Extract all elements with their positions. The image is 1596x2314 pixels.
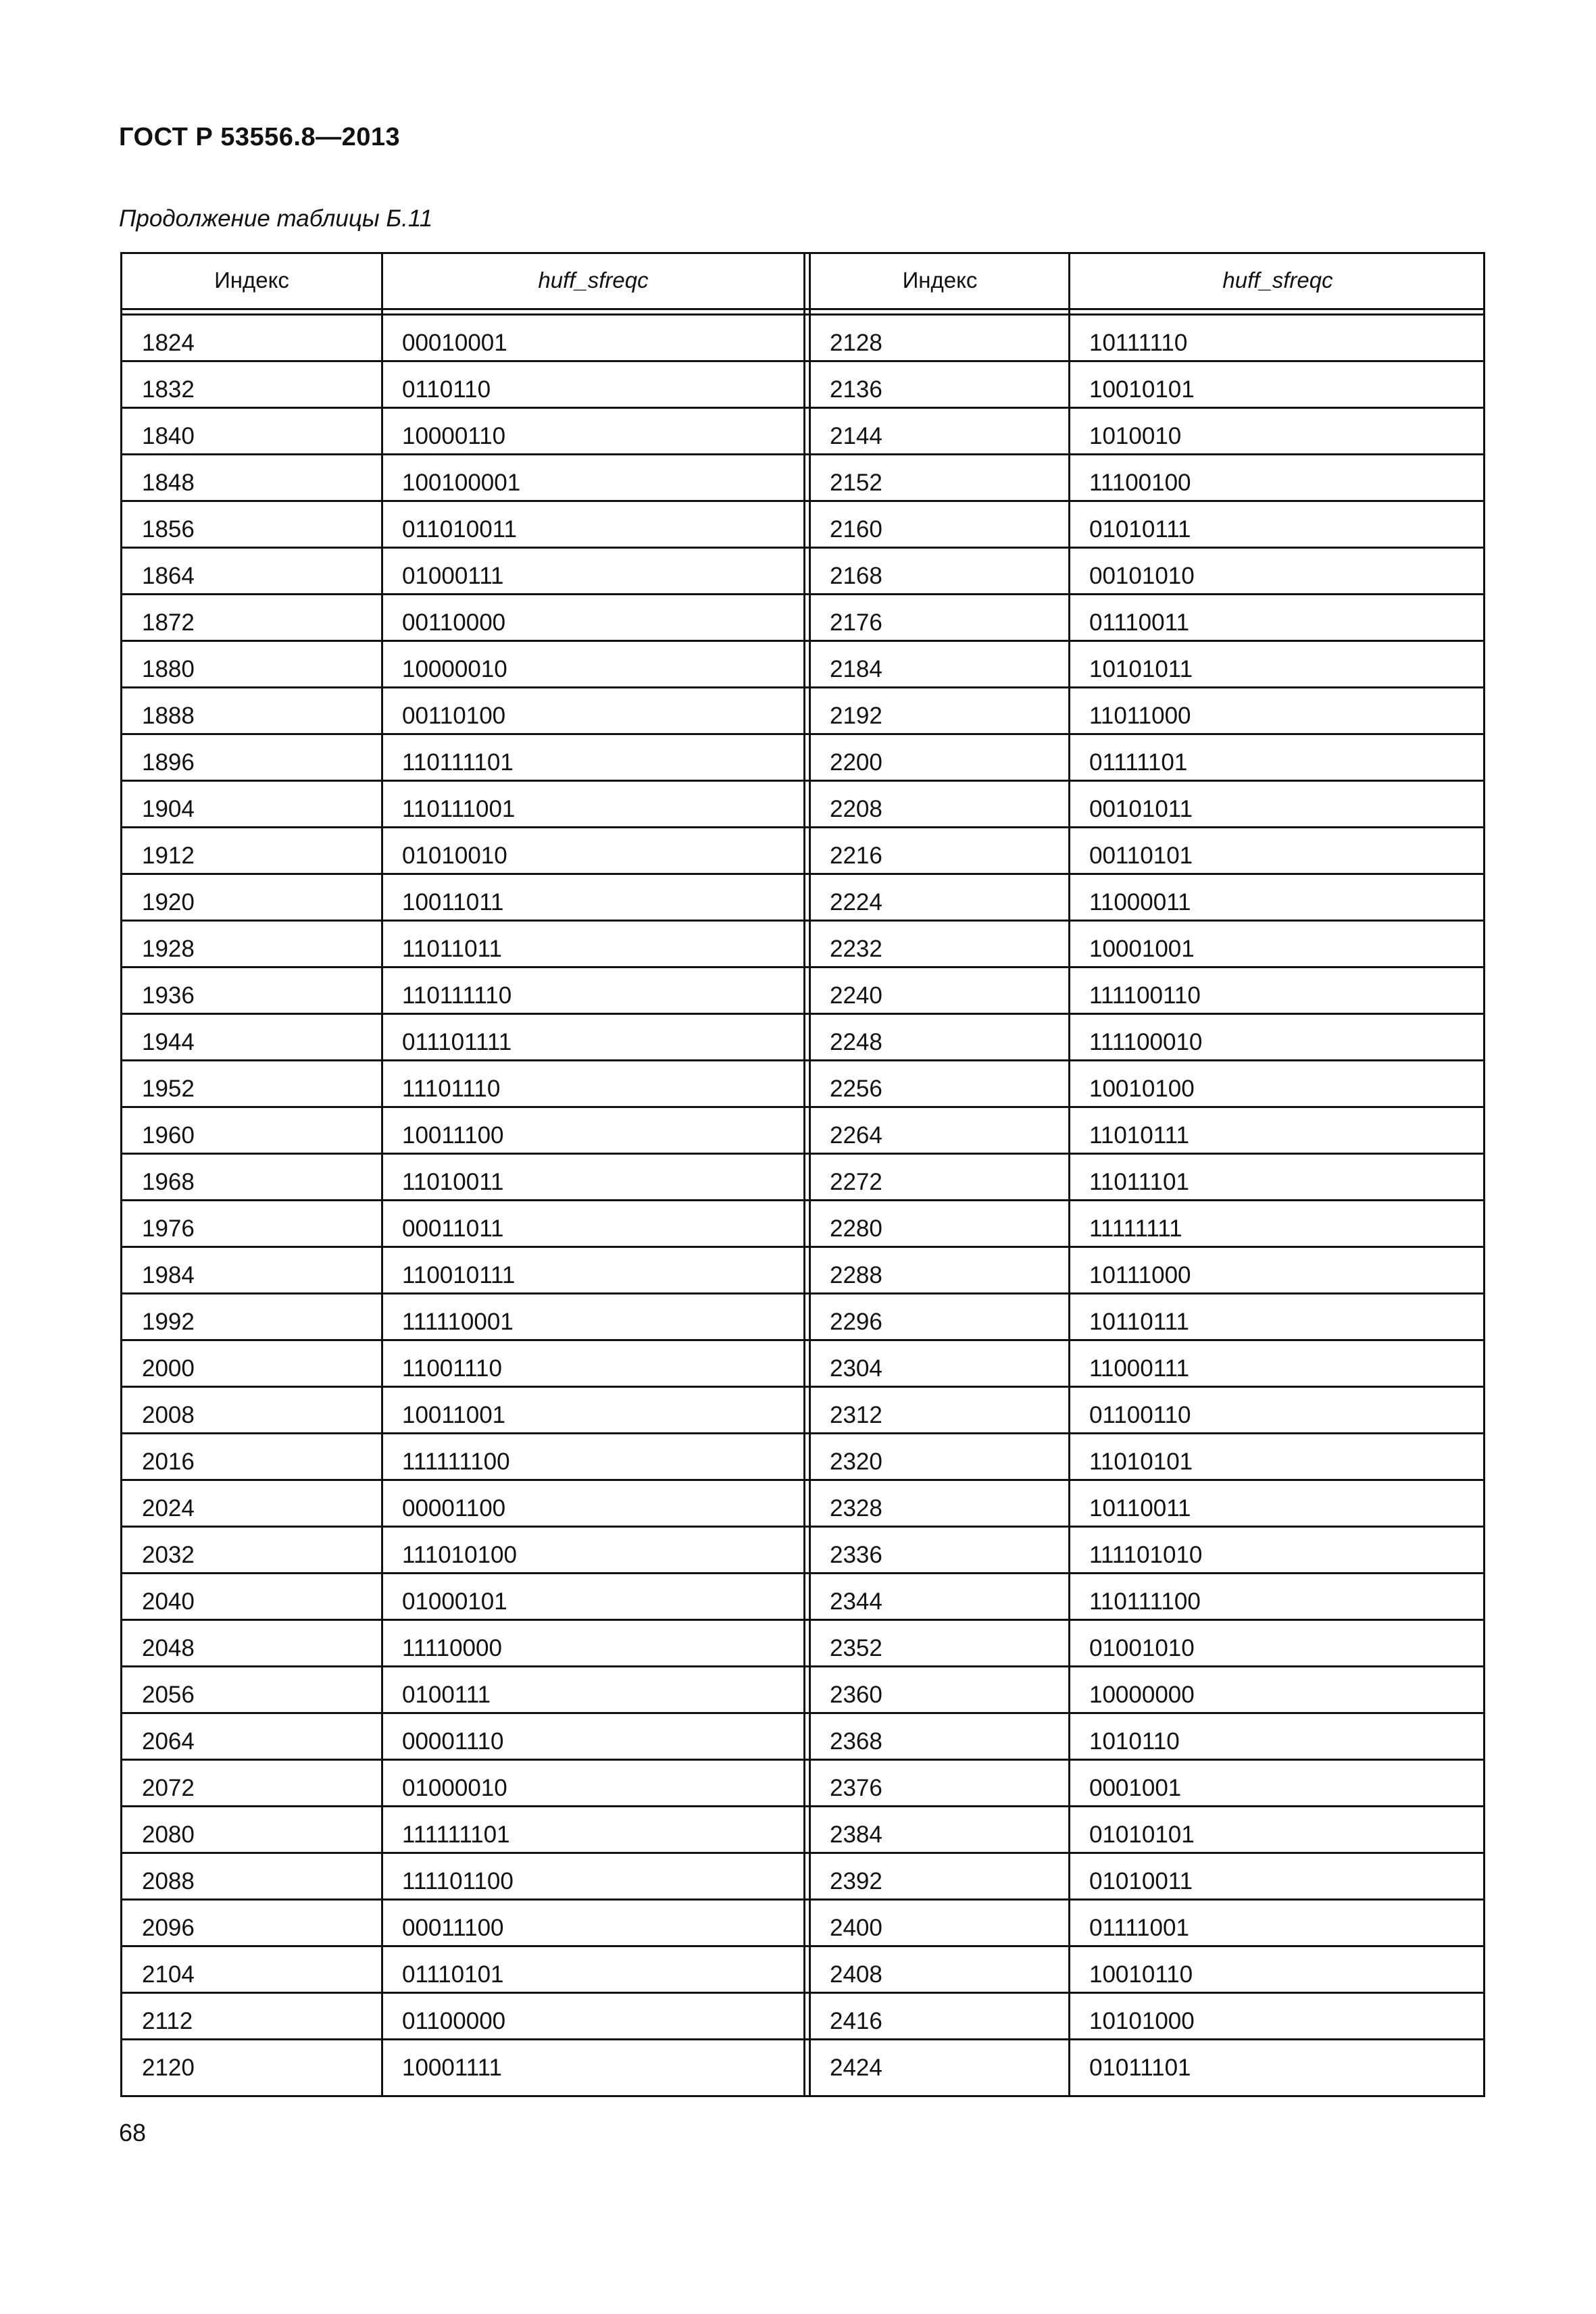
row-rule	[122, 1526, 1483, 1528]
cell-code: 100100001	[402, 470, 521, 496]
cell-index: 1976	[142, 1215, 195, 1242]
col-header-index-right: Индекс	[902, 268, 978, 293]
row-rule	[122, 1479, 1483, 1481]
row-rule	[122, 1619, 1483, 1621]
row-rule	[122, 873, 1483, 875]
cell-index: 2240	[830, 982, 882, 1009]
cell-index: 1944	[142, 1029, 195, 1055]
cell-code: 011101111	[402, 1029, 512, 1055]
cell-index: 2080	[142, 1821, 195, 1848]
row-rule	[122, 1712, 1483, 1714]
cell-index: 1984	[142, 1262, 195, 1288]
cell-index: 2424	[830, 2055, 882, 2081]
cell-index: 2304	[830, 1355, 882, 1382]
cell-code: 10101011	[1089, 656, 1193, 682]
cell-code: 10000000	[1089, 1682, 1195, 1708]
col-header-huff-right: huff_sfreqc	[1222, 268, 1333, 293]
cell-code: 110111001	[402, 796, 516, 822]
row-rule	[122, 1292, 1483, 1294]
row-rule	[122, 686, 1483, 688]
row-rule	[122, 826, 1483, 828]
cell-code: 10110111	[1089, 1309, 1189, 1335]
cell-code: 01100000	[402, 2008, 506, 2034]
row-rule	[122, 1059, 1483, 1061]
cell-index: 2072	[142, 1775, 195, 1801]
row-rule	[122, 1665, 1483, 1667]
cell-code: 110111100	[1089, 1588, 1201, 1615]
cell-index: 1824	[142, 330, 195, 356]
cell-index: 2024	[142, 1495, 195, 1521]
cell-code: 110010111	[402, 1262, 516, 1288]
cell-index: 1968	[142, 1169, 195, 1195]
cell-index: 2312	[830, 1402, 882, 1428]
cell-code: 111010100	[402, 1542, 517, 1568]
cell-index: 2416	[830, 2008, 882, 2034]
col-header-huff-left: huff_sfreqc	[538, 268, 649, 293]
cell-index: 1880	[142, 656, 195, 682]
col-header-index-left: Индекс	[214, 268, 289, 293]
cell-code: 1010110	[1089, 1728, 1180, 1755]
cell-index: 2384	[830, 1821, 882, 1848]
cell-index: 2224	[830, 889, 882, 915]
cell-code: 01011101	[1089, 2055, 1191, 2081]
cell-index: 2184	[830, 656, 882, 682]
row-rule	[122, 1106, 1483, 1108]
cell-code: 10000110	[402, 423, 506, 449]
cell-code: 01111101	[1089, 749, 1188, 776]
cell-index: 2336	[830, 1542, 882, 1568]
cell-index: 2096	[142, 1915, 195, 1941]
row-rule	[122, 547, 1483, 549]
row-rule	[122, 2038, 1483, 2040]
row-rule	[122, 1805, 1483, 1807]
cell-code: 00001100	[402, 1495, 506, 1521]
cell-index: 2136	[830, 376, 882, 403]
row-rule	[122, 1386, 1483, 1388]
cell-index: 1936	[142, 982, 195, 1009]
cell-code: 10010110	[1089, 1961, 1193, 1988]
document-standard-title: ГОСТ Р 53556.8—2013	[119, 123, 401, 151]
cell-code: 01100110	[1089, 1402, 1191, 1428]
cell-index: 2112	[142, 2008, 193, 2034]
cell-code: 10000010	[402, 656, 507, 682]
cell-index: 2344	[830, 1588, 882, 1615]
cell-code: 11010011	[402, 1169, 504, 1195]
cell-index: 2176	[830, 609, 882, 636]
cell-index: 1904	[142, 796, 195, 822]
row-rule	[122, 593, 1483, 595]
cell-code: 10001001	[1089, 936, 1195, 962]
cell-code: 110111101	[402, 749, 514, 776]
cell-code: 0110110	[402, 376, 491, 403]
cell-code: 11010111	[1089, 1122, 1189, 1149]
cell-code: 11110000	[402, 1635, 502, 1661]
cell-code: 01010010	[402, 842, 507, 869]
row-rule	[122, 1759, 1483, 1761]
cell-index: 2216	[830, 842, 882, 869]
cell-index: 2088	[142, 1868, 195, 1894]
cell-index: 2352	[830, 1635, 882, 1661]
cell-index: 2232	[830, 936, 882, 962]
cell-index: 2128	[830, 330, 882, 356]
cell-index: 2320	[830, 1449, 882, 1475]
cell-index: 2288	[830, 1262, 882, 1288]
cell-code: 11000011	[1089, 889, 1191, 915]
cell-index: 2144	[830, 423, 882, 449]
cell-code: 01010011	[1089, 1868, 1193, 1894]
cell-index: 1856	[142, 516, 195, 543]
cell-index: 1912	[142, 842, 195, 869]
row-rule	[122, 1199, 1483, 1201]
cell-code: 11101110	[402, 1076, 501, 1102]
column-border	[1068, 254, 1070, 2095]
cell-index: 1992	[142, 1309, 195, 1335]
cell-index: 1920	[142, 889, 195, 915]
cell-index: 2328	[830, 1495, 882, 1521]
cell-code: 01000101	[402, 1588, 507, 1615]
cell-index: 2376	[830, 1775, 882, 1801]
cell-code: 01000010	[402, 1775, 507, 1801]
cell-index: 1928	[142, 936, 195, 962]
cell-code: 00101010	[1089, 563, 1195, 589]
cell-code: 11100100	[1089, 470, 1191, 496]
cell-code: 01001010	[1089, 1635, 1195, 1661]
cell-code: 11000111	[1089, 1355, 1189, 1382]
cell-index: 2272	[830, 1169, 882, 1195]
cell-index: 2280	[830, 1215, 882, 1242]
row-rule	[122, 360, 1483, 362]
cell-code: 10110011	[1089, 1495, 1191, 1521]
cell-code: 11001110	[402, 1355, 502, 1382]
row-rule	[122, 1246, 1483, 1248]
cell-index: 2392	[830, 1868, 882, 1894]
row-rule	[122, 780, 1483, 782]
cell-index: 1952	[142, 1076, 195, 1102]
cell-code: 111101100	[402, 1868, 514, 1894]
row-rule	[122, 1992, 1483, 1994]
cell-code: 01010111	[1089, 516, 1191, 543]
cell-code: 11011101	[1089, 1169, 1189, 1195]
cell-code: 10010101	[1089, 376, 1195, 403]
cell-index: 2192	[830, 703, 882, 729]
cell-code: 01000111	[402, 563, 504, 589]
row-rule	[122, 407, 1483, 409]
cell-index: 2032	[142, 1542, 195, 1568]
cell-index: 1896	[142, 749, 195, 776]
cell-index: 2016	[142, 1449, 195, 1475]
cell-code: 11011011	[402, 936, 502, 962]
cell-index: 2256	[830, 1076, 882, 1102]
row-rule	[122, 1852, 1483, 1854]
cell-code: 00110101	[1089, 842, 1193, 869]
page-number: 68	[119, 2119, 147, 2146]
cell-code: 0100111	[402, 1682, 491, 1708]
cell-index: 2048	[142, 1635, 195, 1661]
row-rule	[122, 1945, 1483, 1947]
cell-index: 2200	[830, 749, 882, 776]
cell-code: 111100110	[1089, 982, 1201, 1009]
cell-index: 2264	[830, 1122, 882, 1149]
cell-code: 10001111	[402, 2055, 502, 2081]
cell-code: 01111001	[1089, 1915, 1189, 1941]
cell-code: 00101011	[1089, 796, 1193, 822]
cell-code: 01110011	[1089, 609, 1189, 636]
cell-index: 2360	[830, 1682, 882, 1708]
row-rule	[122, 1153, 1483, 1155]
cell-index: 2040	[142, 1588, 195, 1615]
cell-code: 00001110	[402, 1728, 504, 1755]
row-rule	[122, 1432, 1483, 1434]
row-rule	[122, 920, 1483, 922]
cell-index: 2056	[142, 1682, 195, 1708]
cell-index: 2400	[830, 1915, 882, 1941]
cell-index: 2168	[830, 563, 882, 589]
cell-index: 2120	[142, 2055, 195, 2081]
cell-code: 00110000	[402, 609, 506, 636]
cell-code: 10010100	[1089, 1076, 1195, 1102]
cell-index: 2296	[830, 1309, 882, 1335]
cell-code: 11011000	[1089, 703, 1191, 729]
table-caption: Продолжение таблицы Б.11	[119, 205, 433, 232]
cell-index: 1864	[142, 563, 195, 589]
cell-index: 2152	[830, 470, 882, 496]
cell-code: 10011011	[402, 889, 504, 915]
row-rule	[122, 733, 1483, 735]
cell-index: 2000	[142, 1355, 195, 1382]
column-border	[803, 254, 805, 2095]
cell-code: 111111101	[402, 1821, 510, 1848]
row-rule	[122, 1898, 1483, 1901]
cell-code: 10111000	[1089, 1262, 1191, 1288]
cell-code: 10011001	[402, 1402, 506, 1428]
cell-code: 111111100	[402, 1449, 510, 1475]
column-border	[809, 254, 811, 2095]
cell-index: 2008	[142, 1402, 195, 1428]
column-border	[381, 254, 383, 2095]
cell-index: 1960	[142, 1122, 195, 1149]
cell-index: 1888	[142, 703, 195, 729]
cell-index: 1872	[142, 609, 195, 636]
row-rule	[122, 500, 1483, 502]
cell-index: 2160	[830, 516, 882, 543]
cell-index: 1832	[142, 376, 195, 403]
cell-index: 2208	[830, 796, 882, 822]
cell-code: 1010010	[1089, 423, 1182, 449]
cell-code: 111101010	[1089, 1542, 1203, 1568]
cell-code: 111110001	[402, 1309, 514, 1335]
row-rule	[122, 453, 1483, 455]
cell-code: 01110101	[402, 1961, 504, 1988]
huffman-table	[120, 252, 1485, 2097]
cell-index: 1848	[142, 470, 195, 496]
row-rule	[122, 640, 1483, 642]
cell-code: 00110100	[402, 703, 506, 729]
cell-index: 2064	[142, 1728, 195, 1755]
row-rule	[122, 1572, 1483, 1574]
cell-index: 2248	[830, 1029, 882, 1055]
cell-code: 11010101	[1089, 1449, 1193, 1475]
cell-code: 10011100	[402, 1122, 504, 1149]
cell-code: 00011100	[402, 1915, 504, 1941]
cell-code: 011010011	[402, 516, 517, 543]
cell-index: 2408	[830, 1961, 882, 1988]
cell-index: 2368	[830, 1728, 882, 1755]
cell-code: 11111111	[1089, 1215, 1182, 1242]
cell-code: 01010101	[1089, 1821, 1195, 1848]
row-rule	[122, 1339, 1483, 1341]
cell-code: 111100010	[1089, 1029, 1203, 1055]
cell-code: 0001001	[1089, 1775, 1182, 1801]
cell-code: 10101000	[1089, 2008, 1195, 2034]
cell-code: 00010001	[402, 330, 507, 356]
row-rule	[122, 1013, 1483, 1015]
cell-code: 110111110	[402, 982, 512, 1009]
cell-code: 10111110	[1089, 330, 1188, 356]
cell-code: 00011011	[402, 1215, 504, 1242]
cell-index: 1840	[142, 423, 195, 449]
row-rule	[122, 966, 1483, 968]
header-rule	[122, 313, 1483, 316]
header-rule	[122, 308, 1483, 310]
cell-index: 2104	[142, 1961, 195, 1988]
